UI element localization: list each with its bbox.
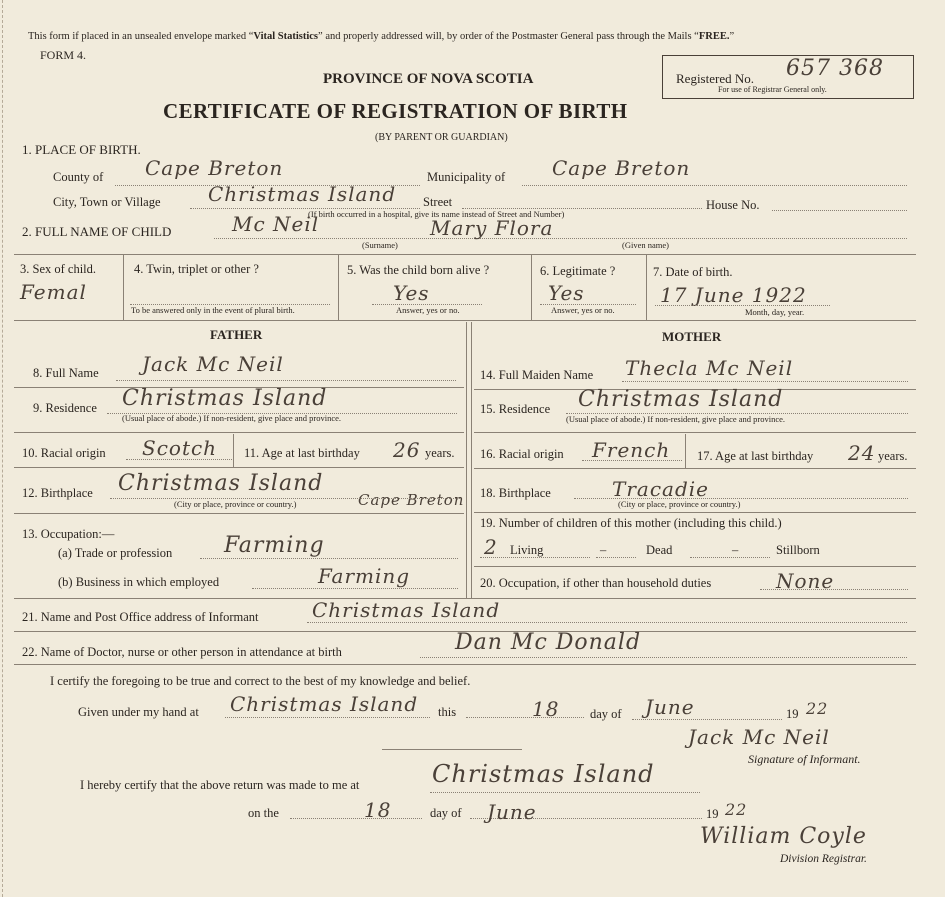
mother-name-label: 14. Full Maiden Name [480,368,594,382]
informant-value: Christmas Island [312,598,501,622]
mother-racial-value: French [592,438,671,462]
place-section-label: 1. PLACE OF BIRTH. [22,142,141,157]
given-note: (Given name) [622,240,669,250]
given-place-value: Christmas Island [230,692,419,716]
year2-prefix: 19 [706,807,719,821]
doctor-label: 22. Name of Doctor, nurse or other person in attendance at birth [22,645,342,659]
business-label: (b) Business in which employed [58,575,220,589]
municipality-value: Cape Breton [552,156,691,180]
registrar-note: For use of Registrar General only. [718,85,827,94]
mother-birthplace-value: Tracadie [612,477,709,501]
father-racial-value: Scotch [142,436,218,460]
certify-statement: I certify the foregoing to be true and correct to the best of my knowledge and belief. [50,674,471,688]
alive-value: Yes [393,281,430,305]
mother-occupation-label: 20. Occupation, if other than household duties [480,576,712,590]
mother-birthplace-note: (City or place, province or country.) [618,499,741,509]
this-label: this [438,705,457,719]
twin-label: 4. Twin, triplet or other ? [134,262,259,276]
stillborn-label: Stillborn [776,543,820,557]
perforation-line [2,0,3,897]
informant-label: 21. Name and Post Office address of Informant [22,610,259,624]
father-birthplace-value: Christmas Island [118,471,324,496]
child-surname-value: Mc Neil [232,212,320,236]
house-label: House No. [706,198,760,212]
stillborn-value: – [732,543,739,557]
father-residence-note: (Usual place of abode.) If non-resident, give place and province. [122,413,342,423]
postal-notice: This form if placed in an unsealed envelope marked “Vital Statistics” and properly addressed will, by order of the Postmaster General pass through the Mails “FREE.” [28,31,735,42]
form-number: FORM 4. [40,48,87,62]
mother-years-label: years. [878,449,908,463]
hospital-note: (If birth occurred in a hospital, give its name instead of Street and Number) [308,209,565,219]
day-value: 18 [532,697,560,721]
province-heading: PROVINCE OF NOVA SCOTIA [323,71,534,87]
father-birthplace-note: (City or place, province or country.) [174,499,297,509]
year-value: 22 [806,699,829,718]
mother-birthplace-label: 18. Birthplace [480,486,551,500]
hereby-place-value: Christmas Island [432,760,655,788]
division-registrar-label: Division Registrar. [780,853,867,865]
registrar-signature: William Coyle [700,824,867,849]
children-count-label: 19. Number of children of this mother (including this child.) [480,516,782,530]
business-value: Farming [318,564,411,588]
on-the-label: on the [248,806,279,820]
page-title: CERTIFICATE OF REGISTRATION OF BIRTH [163,99,628,123]
given-under-label: Given under my hand at [78,705,199,719]
day-of2-label: day of [430,806,462,820]
child-given-value: Mary Flora [430,216,554,240]
father-residence-value: Christmas Island [122,386,328,411]
living-value: 2 [484,535,498,559]
birth-date-label: 7. Date of birth. [653,265,733,279]
father-years-label: years. [425,446,455,460]
father-name-label: 8. Full Name [33,366,99,380]
doctor-value: Dan Mc Donald [455,630,642,655]
mother-residence-label: 15. Residence [480,402,551,416]
birth-date-value: 17 June 1922 [660,283,807,307]
alive-label: 5. Was the child born alive ? [347,263,490,277]
living-label: Living [510,543,544,557]
county-label: County of [53,170,104,184]
mother-age-value: 24 [848,441,876,465]
day-of-label: day of [590,707,622,721]
mother-racial-label: 16. Racial origin [480,447,564,461]
surname-note: (Surname) [362,240,398,250]
dead-value: – [600,543,607,557]
sex-value: Femal [20,280,87,304]
informant-signature-label: Signature of Informant. [748,752,861,766]
father-age-label: 11. Age at last birthday [244,446,360,460]
mother-age-label: 17. Age at last birthday [697,449,814,463]
registered-label: Registered No. [676,71,754,86]
father-birthplace-label: 12. Birthplace [22,486,93,500]
month-value: June [645,695,695,719]
father-occupation-label: 13. Occupation:— [22,527,115,541]
informant-signature: Jack Mc Neil [688,725,830,749]
father-heading: FATHER [210,327,263,342]
birth-date-note: Month, day, year. [745,307,805,317]
twin-note: To be answered only in the event of plural birth. [131,305,295,315]
city-label: City, Town or Village [53,195,161,209]
mother-occupation-value: None [776,569,835,593]
registered-number: 657 368 [786,56,884,81]
month2-value: June [487,800,537,824]
legitimate-value: Yes [548,281,585,305]
trade-label: (a) Trade or profession [58,546,173,560]
city-value: Christmas Island [208,182,397,206]
hereby-label: I hereby certify that the above return was made to me at [80,778,360,792]
mother-heading: MOTHER [662,329,722,344]
mother-name-value: Thecla Mc Neil [625,356,794,380]
year2-value: 22 [725,800,748,819]
sex-label: 3. Sex of child. [20,262,97,276]
father-birthplace-province: Cape Breton [358,491,465,509]
legitimate-label: 6. Legitimate ? [540,264,616,278]
mother-residence-note: (Usual place of abode.) If non-resident, give place and province. [566,414,786,424]
mother-residence-value: Christmas Island [578,387,784,412]
municipality-label: Municipality of [427,170,506,184]
street-label: Street [423,195,453,209]
day2-value: 18 [364,798,392,822]
trade-value: Farming [224,533,325,558]
page-subtitle: (BY PARENT OR GUARDIAN) [375,132,508,143]
dead-label: Dead [646,543,673,557]
year-prefix: 19 [786,707,799,721]
legitimate-note: Answer, yes or no. [551,305,615,315]
father-name-value: Jack Mc Neil [142,352,284,376]
alive-note: Answer, yes or no. [396,305,460,315]
child-name-label: 2. FULL NAME OF CHILD [22,224,172,239]
father-racial-label: 10. Racial origin [22,446,106,460]
county-value: Cape Breton [145,156,284,180]
father-residence-label: 9. Residence [33,401,97,415]
father-age-value: 26 [393,438,421,462]
